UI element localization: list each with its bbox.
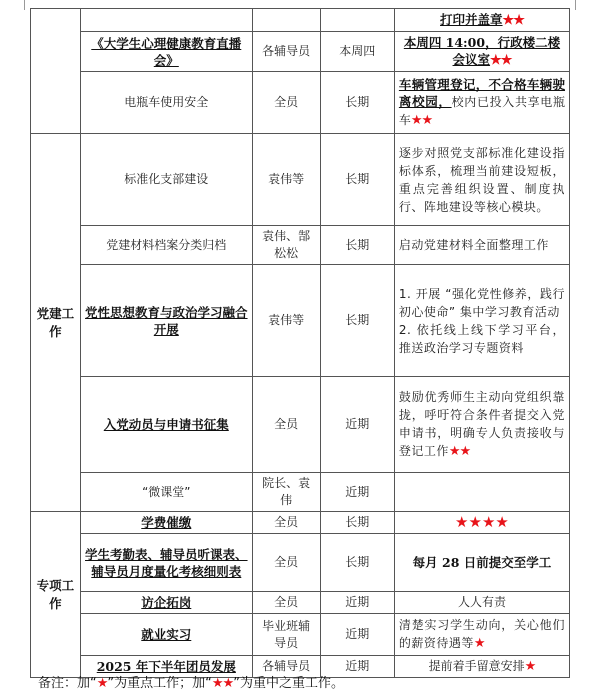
star-icon: ★ <box>473 636 485 651</box>
category-label: 党建工作 <box>36 305 75 339</box>
task-cell: 《大学生心理健康教育直播会》 <box>80 32 252 72</box>
footnote-text: 备注：加“ <box>38 676 97 691</box>
owner-cell: 全员 <box>252 534 320 592</box>
task-cell: “微课堂” <box>80 473 252 512</box>
table-row <box>31 512 570 534</box>
star-icon: ★★ <box>448 444 471 459</box>
owner-cell: 袁伟等 <box>252 134 320 226</box>
right-margin-mark <box>575 0 576 10</box>
note-text: 校内已投入共享电瓶车 <box>398 95 565 127</box>
time-cell: 近期 <box>320 614 394 656</box>
time-cell: 长期 <box>320 265 394 377</box>
note-text: 鼓励优秀师生主动向党组织靠拢，呼吁符合条件者提交入党申请书，明确专人负责接收与登记工作 <box>398 390 565 458</box>
category-label: 专项工作 <box>36 577 75 611</box>
task-cell: 标准化支部建设 <box>80 134 252 226</box>
table-row <box>31 9 570 32</box>
note-cell <box>394 72 569 134</box>
table-row <box>31 614 570 656</box>
table-row <box>31 265 570 377</box>
star-icon: ★★ <box>502 13 524 28</box>
task-cell <box>80 9 252 32</box>
owner-cell: 各辅导员 <box>252 656 320 678</box>
time-cell: 近期 <box>320 656 394 678</box>
owner-cell: 毕业班辅导员 <box>252 614 320 656</box>
note-cell: 启动党建材料全面整理工作 <box>394 226 569 265</box>
note-item-1: 1. 开展 “强化党性修养，践行初心使命” 集中学习教育活动 <box>398 286 565 319</box>
owner-cell: 全员 <box>252 592 320 614</box>
owner-cell: 院长、袁伟 <box>252 473 320 512</box>
task-cell: 电瓶车使用安全 <box>80 72 252 134</box>
note-text: 本周四 14:00，行政楼二楼会议室 <box>403 35 561 67</box>
note-cell <box>394 512 569 534</box>
task-cell: 党建材料档案分类归档 <box>80 226 252 265</box>
note-text: 清楚实习学生动向，关心他们的薪资待遇等 <box>398 618 565 650</box>
table-row <box>31 377 570 473</box>
task-cell: 入党动员与申请书征集 <box>80 377 252 473</box>
note-cell <box>394 377 569 473</box>
task-cell: 党性思想教育与政治学习融合开展 <box>80 265 252 377</box>
time-cell: 长期 <box>320 134 394 226</box>
owner-cell: 全员 <box>252 512 320 534</box>
note-cell <box>394 656 569 678</box>
note-cell: 人人有责 <box>394 592 569 614</box>
note-cell <box>394 473 569 512</box>
task-cell: 访企拓岗 <box>80 592 252 614</box>
note-cell <box>394 265 569 377</box>
note-bold-text: 车辆管理登记，不合格车辆驶离校园， <box>398 77 565 109</box>
time-cell: 近期 <box>320 377 394 473</box>
left-margin-mark <box>24 0 25 10</box>
table-row <box>31 473 570 512</box>
footnote-text: ”为重中之重工作。 <box>233 676 344 691</box>
footnote-text: ”为重点工作；加“ <box>107 676 212 691</box>
table-row <box>31 32 570 72</box>
table-row <box>31 72 570 134</box>
note-cell <box>394 32 569 72</box>
category-cell-special <box>31 512 81 678</box>
star-icon: ★★★★ <box>455 513 509 531</box>
time-cell: 长期 <box>320 534 394 592</box>
table-row <box>31 592 570 614</box>
star-icon: ★★ <box>490 53 512 68</box>
table-row <box>31 134 570 226</box>
table-row <box>31 534 570 592</box>
owner-cell <box>252 9 320 32</box>
time-cell: 长期 <box>320 512 394 534</box>
note-cell <box>394 614 569 656</box>
time-cell: 近期 <box>320 473 394 512</box>
owner-cell: 全员 <box>252 377 320 473</box>
category-cell-party <box>31 134 81 512</box>
time-cell: 本周四 <box>320 32 394 72</box>
task-cell: 2025 年下半年团员发展 <box>80 656 252 678</box>
note-cell: 每月 28 日前提交至学工 <box>394 534 569 592</box>
time-cell: 近期 <box>320 592 394 614</box>
category-cell-empty <box>31 9 81 134</box>
work-plan-table <box>30 8 570 678</box>
owner-cell: 全员 <box>252 72 320 134</box>
star-icon: ★★ <box>211 676 234 691</box>
footnote <box>38 672 344 691</box>
note-cell <box>394 9 569 32</box>
task-cell: 学费催缴 <box>80 512 252 534</box>
star-icon: ★★ <box>410 113 433 128</box>
time-cell <box>320 9 394 32</box>
note-item-2: 2. 依托线上线下学习平台，推送政治学习专题资料 <box>398 322 565 355</box>
star-icon: ★ <box>524 659 536 674</box>
table-row <box>31 226 570 265</box>
note-text: 提前着手留意安排 <box>428 659 525 673</box>
owner-cell: 各辅导员 <box>252 32 320 72</box>
task-cell: 就业实习 <box>80 614 252 656</box>
owner-cell: 袁伟等 <box>252 265 320 377</box>
time-cell: 长期 <box>320 226 394 265</box>
time-cell: 长期 <box>320 72 394 134</box>
owner-cell: 袁伟、郜松松 <box>252 226 320 265</box>
task-cell: 学生考勤表、辅导员听课表、辅导员月度量化考核细则表 <box>80 534 252 592</box>
note-cell: 逐步对照党支部标准化建设指标体系，梳理当前建设短板，重点完善组织设置、制度执行、阵地建设等核心模块。 <box>394 134 569 226</box>
note-text: 打印并盖章 <box>440 12 503 27</box>
star-icon: ★ <box>96 676 108 691</box>
